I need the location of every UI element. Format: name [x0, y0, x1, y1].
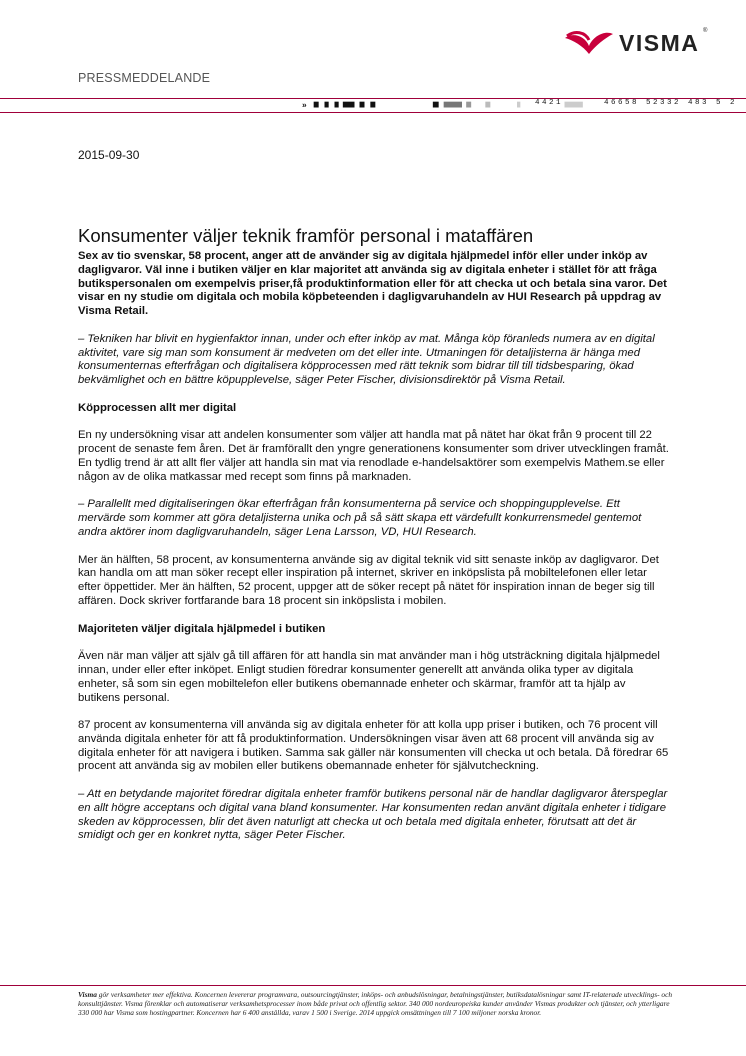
lead-paragraph: Sex av tio svenskar, 58 procent, anger att de använder sig av digitala hjälpmedel inför eller under inköp av dagligvaror. Väl inne i butiken väljer en klar majoritet att använda sig av digitala enheter i stället för att fråga butikspersonalen om exempelvis priser,få produktinformation eller för att checka ut och betala sina varor. Det visar en ny studie om digitala och mobila köpbeteenden i dagligvaruhandeln av HUI Research på uppdrag av Visma Retail. [78, 250, 667, 318]
paragraph-statistics: 87 procent av konsumenterna vill använda sig av digitala enheter för att kolla upp priser i butiken, och 76 procent vill använda digitala enheter för att få produktinformation. Undersökningen visar även att 68 procent vill använda sig av digitala enheter för att navigera i butiken. Samma sak gäller när konsumenten vill checka ut och betala. Då föredrar 65 procent att använda sig av mobilen eller butikens obemannade enheter för självutcheckning. [78, 719, 669, 773]
footer-rule [0, 985, 746, 986]
header-rule-bottom [0, 112, 746, 113]
press-release-title: Konsumenter väljer teknik framför personal i mataffären [78, 225, 534, 246]
paragraph-online-shopping: En ny undersökning visar att andelen konsumenter som väljer att handla mat på nätet har ökat från 9 procent till 22 procent de senaste fem åren. Det är framförallt den yngre generationens konsumenter som driver utvecklingen framåt. En tydlig trend är att allt fler väljer att handla sin mat via renodlade e-handelsaktörer som exempelvis Mathem.se eller någon av de olika matkassar med recept som finns på marknaden. [78, 429, 669, 483]
section-heading-majoriteten: Majoriteten väljer digitala hjälpmedel i butiken [78, 622, 326, 635]
footer-text: gör verksamheter mer effektiva. Koncernen levererar programvara, outsourcingtjänster, inköps- och anbudslösningar, betalningstjänster, butiksdatalösningar samt IT-relaterade utvecklings- och konsulttjänster. Visma förenklar och automatiserar verksamhetsprocesser inom både privat och offentlig sektor. 340 000 nordeuropeiska kunder använder Vismas produkter och tjänster, och ytterligare 330 000 har Visma som hostingpartner. Koncernen har 6 400 anställda, varav 1 500 i Sverige. 2014 uppgick omsättningen till 7 100 miljoner norska kronor. [78, 990, 673, 1018]
quote-lena-larsson: – Parallellt med digitaliseringen ökar efterfrågan från konsumenterna på service och shoppingupplevelse. Ett mervärde som kommer att göra detaljisterna unika och på så sätt skapa ett värdefullt konkurrensmedel gentemot andra aktörer inom dagligvaruhandeln, säger Lena Larsson, VD, HUI Research. [78, 498, 642, 538]
document-type-label: PRESSMEDDELANDE [78, 71, 211, 85]
visma-wordmark: VISMA [619, 30, 700, 56]
quote-peter-fischer-2: – Att en betydande majoritet föredrar digitala enheter framför butikens personal när de handlar dagligvaror återspeglar en allt högre acceptans och digital vana bland konsumenter. Har konsumenten redan använt digitala enheter i tidigare skeden av köpprocessen, blir det även naturligt att checka ut och betala med digitala enheter, förutsatt att det är smidigt och ger en konkret nytta, säger Peter Fischer. [78, 788, 668, 842]
press-release-body [78, 250, 670, 857]
paragraph-digital-technology: Mer än hälften, 58 procent, av konsumenterna använde sig av digital teknik vid sitt senaste inköp av dagligvaror. Det kan handla om att man söker recept eller inspiration på internet, skriver en inköpslista på mobiltelefonen eller letar efter öppettider. Mer än hälften, 52 procent, uppger att de söker recept på nätet för inspiration innan de beger sig till affären. Dock skriver fortfarande bara 18 procent sin inköpslista i mobilen. [78, 553, 659, 607]
barcode-number-1: 4421 [535, 99, 564, 107]
svg-text:®: ® [703, 28, 708, 34]
section-heading-kopprocessen: Köpprocessen allt mer digital [78, 401, 237, 414]
svg-text:»: » [302, 100, 307, 110]
footer-brand: Visma [78, 990, 97, 999]
paragraph-digital-aids: Även när man väljer att själv gå till affären för att handla sin mat använder man i hög utsträckning digitala hjälpmedel innan, under eller efter inköpet. Enligt studien föredrar konsumenter generellt att använda olika typer av digitala enheter, så som sin egen mobiltelefon eller butikens obemannade enheter och skärmar, framför att ta hjälp av butikens personal. [78, 650, 660, 704]
visma-logo [563, 24, 713, 60]
visma-swoosh-icon [563, 24, 713, 60]
quote-peter-fischer-1: – Tekniken har blivit en hygienfaktor innan, under och efter inköp av mat. Många köp föranleds numera av en digital aktivitet, vare sig man som konsument är medveten om det eller inte. Utmaningen för detaljisterna är hänga med konsumenternas efterfrågan och digitalisera köpprocessen med rätt teknik som bidrar till till tidsbesparing, ökad bekvämlighet och en bättre köpupplevelse, säger Peter Fischer, divisionsdirektör på Visma Retail. [78, 332, 655, 387]
release-date: 2015-09-30 [78, 148, 140, 162]
barcode-number-2: 46658 52332 483 5 2 [604, 99, 738, 107]
footer-boilerplate [78, 990, 678, 1018]
